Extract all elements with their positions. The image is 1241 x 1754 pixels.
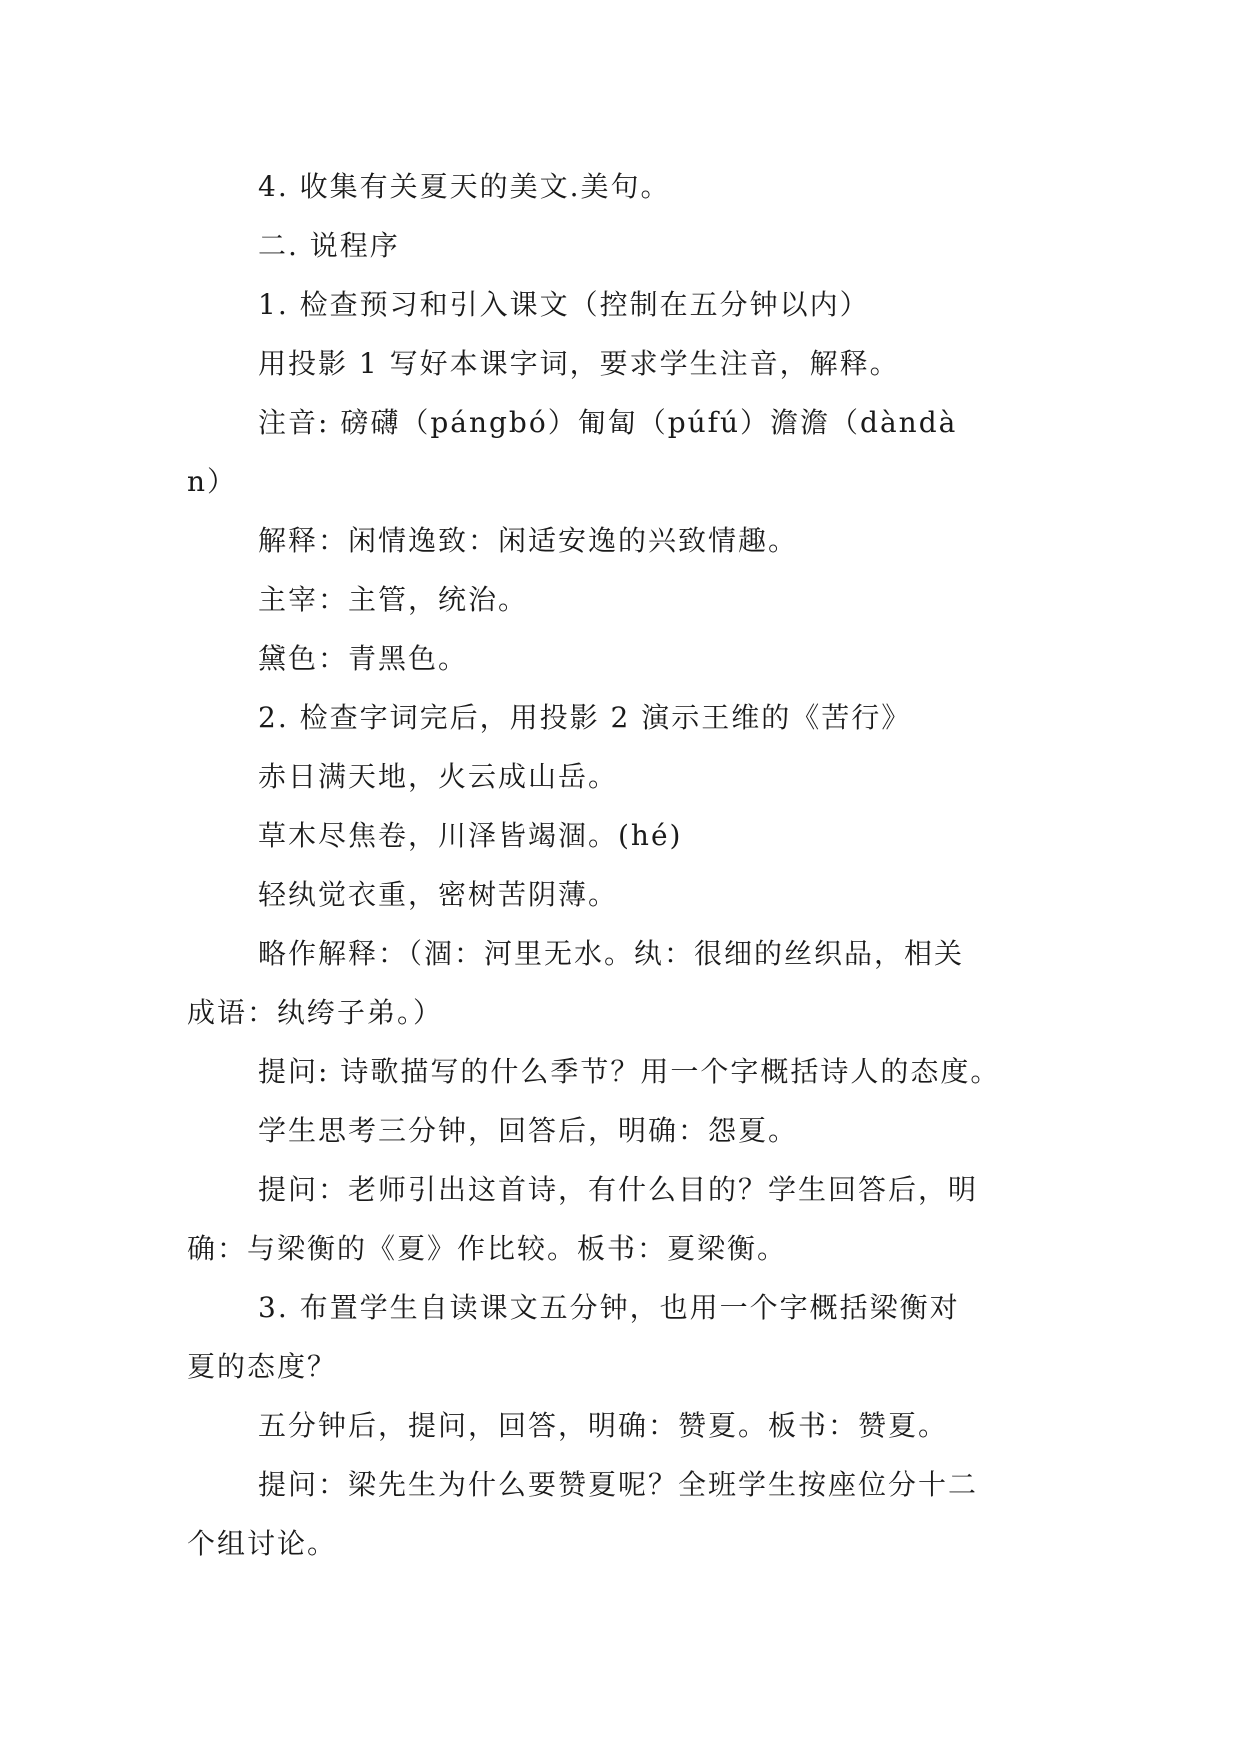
text-line: 略作解释：（涸：河里无水。纨：很细的丝织品，相关 <box>258 937 965 970</box>
text-line: 3. 布置学生自读课文五分钟，也用一个字概括梁衡对 <box>258 1291 960 1324</box>
poem-line: 草木尽焦卷，川泽皆竭涸。(hé) <box>258 819 683 852</box>
text-line: 提问：梁先生为什么要赞夏呢？全班学生按座位分十二 <box>258 1468 979 1501</box>
text-line: 成语：纨绔子弟。） <box>187 996 444 1029</box>
text-line: 确：与梁衡的《夏》作比较。板书：夏梁衡。 <box>187 1232 788 1265</box>
text-line: 注音: 磅礴（pángbó）匍匐（púfú）澹澹（dàndà <box>258 406 958 439</box>
section-heading: 二. 说程序 <box>258 229 400 262</box>
text-line: n） <box>187 465 238 498</box>
text-line: 1. 检查预习和引入课文（控制在五分钟以内） <box>258 288 870 321</box>
text-line: 五分钟后，提问，回答，明确：赞夏。板书：赞夏。 <box>258 1409 949 1442</box>
text-line: 主宰：主管，统治。 <box>258 583 529 616</box>
poem-line: 轻纨觉衣重，密树苦阴薄。 <box>258 878 619 911</box>
text-line: 解释：闲情逸致：闲适安逸的兴致情趣。 <box>258 524 799 557</box>
text-line: 学生思考三分钟，回答后，明确：怨夏。 <box>258 1114 799 1147</box>
text-line: 提问：老师引出这首诗，有什么目的？学生回答后，明 <box>258 1173 979 1206</box>
text-line: 4. 收集有关夏天的美文.美句。 <box>258 170 671 203</box>
text-line: 黛色：青黑色。 <box>258 642 469 675</box>
text-line: 提问: 诗歌描写的什么季节？用一个字概括诗人的态度。 <box>258 1055 1001 1088</box>
text-line: 个组讨论。 <box>187 1527 338 1560</box>
text-line: 夏的态度？ <box>187 1350 338 1383</box>
text-line: 用投影 1 写好本课字词，要求学生注音，解释。 <box>258 347 900 380</box>
text-line: 2. 检查字词完后，用投影 2 演示王维的《苦行》 <box>258 701 912 734</box>
poem-line: 赤日满天地，火云成山岳。 <box>258 760 619 793</box>
